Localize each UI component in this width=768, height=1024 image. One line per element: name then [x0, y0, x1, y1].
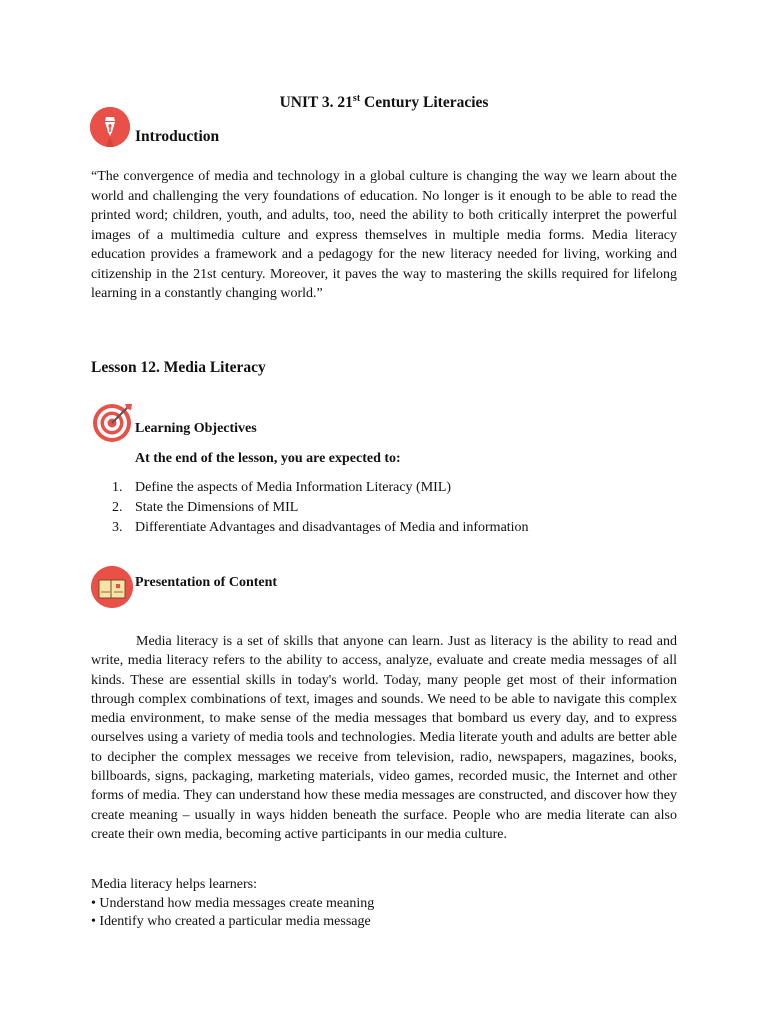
unit-title: UNIT 3. 21st Century Literacies — [279, 93, 489, 111]
list-item-number: 2. — [112, 499, 123, 515]
pen-nib-icon — [90, 107, 130, 147]
list-item — [91, 478, 651, 498]
body-paragraph: Media literacy is a set of skills that anyone can learn. Just as literacy is the ability to read and write, media literacy refers to the ability to access, analyze, evaluate and create media messages of all kinds. These are essential skills in today's world. Today, many people get most of their information through complex combinations of text, images and sounds. We need to be able to navigate this complex media environment, to make sense of the media messages that bombard us every day, and to express ourselves using a variety of media tools and technologies. Media literate youth and adults are better able to decipher the complex messages we receive from television, radio, newspapers, magazines, books, billboards, signs, packaging, marketing materials, video games, recorded music, the Internet and other forms of media. They can understand how these media messages are constructed, and discover how they create meaning – usually in ways hidden beneath the surface. People who are media literate can also create their own media, becoming active participants in our media culture. — [91, 634, 677, 842]
section-introduction-label: Introduction — [135, 128, 220, 145]
open-book-icon — [91, 566, 133, 608]
introduction-quote: “The convergence of media and technology in a global culture is changing the way we learn about the world and challenging the very foundations of education. No longer is it enough to be able to read the printed word; children, youth, and adults, too, need the ability to both critically interpret the powerful images of a multimedia culture and express themselves in multiple media forms. Media literacy education provides a framework and a pedagogy for the new literacy needed for living, working and citizenship in the 21st century. Moreover, it paves the way to mastering the skills required for lifelong learning in a constantly changing world.” — [91, 169, 677, 301]
objectives-lead: At the end of the lesson, you are expected to: — [135, 451, 401, 466]
list-item-text: Differentiate Advantages and disadvantages of Media and information — [135, 519, 529, 535]
list-item-number: 1. — [112, 480, 123, 495]
list-item: • Identify who created a particular media message — [91, 914, 371, 930]
target-arrow-icon — [92, 401, 134, 443]
objectives-list — [91, 478, 651, 537]
list-item-number: 3. — [112, 519, 123, 535]
section-presentation-label: Presentation of Content — [135, 575, 278, 590]
list-item-text: State the Dimensions of MIL — [135, 499, 299, 515]
helps-lead: Media literacy helps learners: — [91, 877, 257, 892]
lesson-title: Lesson 12. Media Literacy — [91, 359, 266, 376]
section-learning-objectives-label: Learning Objectives — [135, 421, 257, 436]
list-item: • Understand how media messages create meaning — [91, 895, 375, 911]
list-item — [91, 498, 651, 518]
list-item-text: Define the aspects of Media Information Literacy (MIL) — [135, 480, 452, 495]
helps-section — [91, 876, 374, 932]
list-item — [91, 518, 651, 538]
